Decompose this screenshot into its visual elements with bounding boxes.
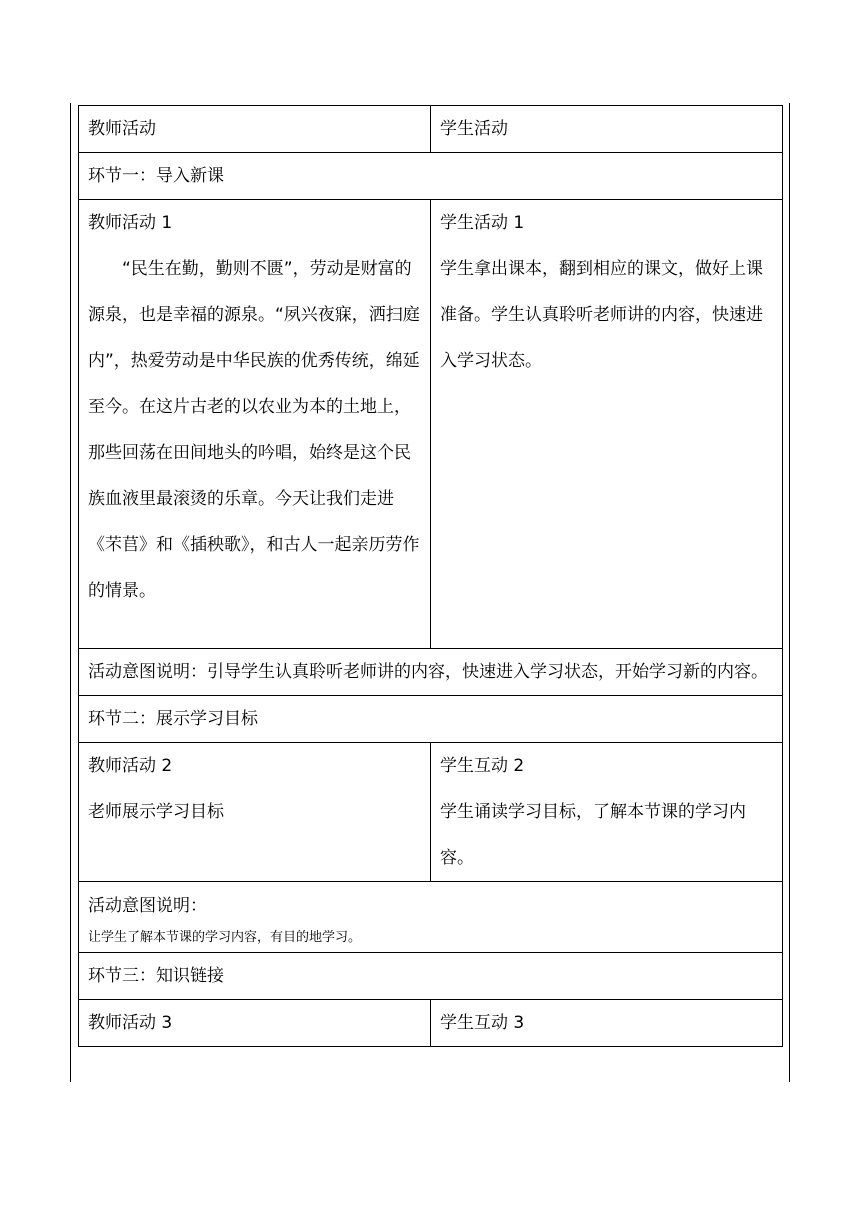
section2-student-title: 学生互动 2 [440, 756, 525, 776]
section3-title: 环节三：知识链接 [79, 953, 783, 1000]
section3-teacher-cell: 教师活动 3 [79, 1000, 431, 1047]
lesson-plan-table [78, 105, 783, 1047]
section2-activity-row [79, 743, 783, 882]
section1-title-row [79, 153, 783, 200]
section1-student-text: 学生拿出课本，翻到相应的课文，做好上课准备。学生认真聆听老师讲的内容，快速进入学习状态。 [440, 259, 763, 371]
section2-intent-text: 让学生了解本节课的学习内容，有目的地学习。 [88, 930, 362, 945]
section1-activity-row [79, 200, 783, 649]
section2-teacher-cell [79, 743, 431, 882]
section2-intent-row [79, 882, 783, 953]
student-activity-header: 学生活动 [431, 106, 783, 153]
section1-teacher-text: “民生在勤，勤则不匮”，劳动是财富的源泉，也是幸福的源泉。“夙兴夜寐，洒扫庭内”，热爱劳动是中华民族的优秀传统，绵延至今。在这片古老的以农业为本的土地上，那些回荡在田间地头的吟唱，始终是这个民族血液里最滚烫的乐章。今天让我们走进《芣苢》和《插秧歌》，和古人一起亲历劳作的情景。 [88, 259, 420, 601]
section2-student-cell [431, 743, 783, 882]
section2-intent [79, 882, 783, 953]
section1-intent: 活动意图说明：引导学生认真聆听老师讲的内容，快速进入学习状态，开始学习新的内容。 [79, 649, 783, 696]
teacher-activity-header: 教师活动 [79, 106, 431, 153]
section2-teacher-title: 教师活动 2 [88, 756, 173, 776]
section2-title-row [79, 696, 783, 743]
section1-title: 环节一：导入新课 [79, 153, 783, 200]
section1-teacher-cell [79, 200, 431, 649]
section1-intent-row [79, 649, 783, 696]
section1-student-title: 学生活动 1 [440, 213, 525, 233]
section1-student-cell [431, 200, 783, 649]
section2-student-text: 学生诵读学习目标，了解本节课的学习内容。 [440, 802, 746, 868]
header-row [79, 106, 783, 153]
section1-teacher-title: 教师活动 1 [88, 213, 173, 233]
section2-intent-label: 活动意图说明： [88, 896, 207, 916]
section3-title-row [79, 953, 783, 1000]
section2-title: 环节二：展示学习目标 [79, 696, 783, 743]
section3-student-cell: 学生互动 3 [431, 1000, 783, 1047]
section2-teacher-text: 老师展示学习目标 [88, 802, 224, 822]
section3-activity-row [79, 1000, 783, 1047]
